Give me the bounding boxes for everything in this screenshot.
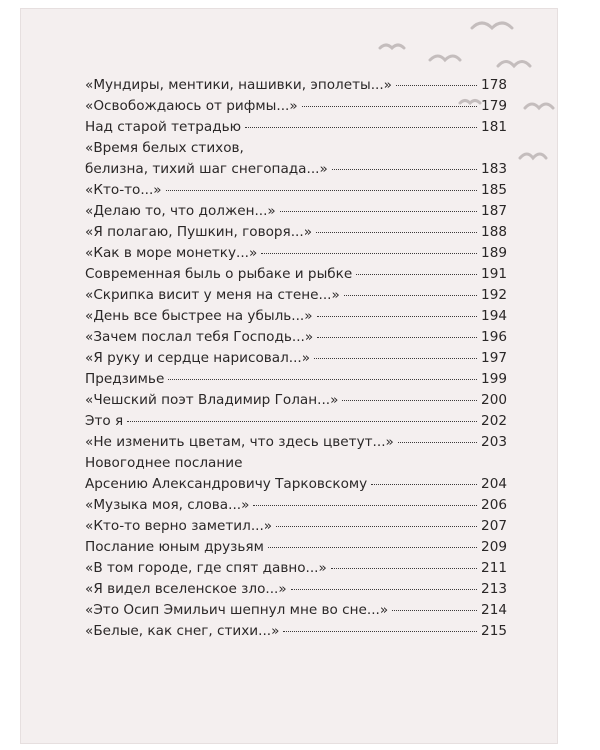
toc-entry [85, 558, 507, 579]
toc-entry [85, 369, 507, 390]
toc-entry-title: Над старой тетрадью [85, 119, 242, 135]
dot-leader [166, 190, 477, 191]
dot-leader [283, 631, 477, 632]
dot-leader [316, 232, 477, 233]
seagull-icon [472, 23, 512, 28]
toc-entry-title: «Скрипка висит у меня на стене...» [85, 287, 340, 303]
toc-entry-title: Послание юным друзьям [85, 539, 264, 555]
toc-entry-title: «Как в море монетку...» [85, 245, 258, 261]
toc-entry [85, 621, 507, 642]
toc-entry-title: «Кто-то...» [85, 182, 162, 198]
dot-leader [168, 379, 477, 380]
toc-entry-title: «Я видел вселенское зло...» [85, 581, 287, 597]
toc-page-number: 197 [481, 350, 507, 366]
toc-entry [85, 453, 507, 474]
toc-entry-title: «Это Осип Эмильич шепнул мне во сне...» [85, 602, 389, 618]
toc-entry [85, 159, 507, 180]
toc-page-number: 196 [481, 329, 507, 345]
toc-page-number: 206 [481, 497, 507, 513]
toc-page-number: 187 [481, 203, 507, 219]
toc-entry [85, 432, 507, 453]
toc-page-number: 178 [481, 77, 507, 93]
toc-page-number: 189 [481, 245, 507, 261]
toc-page-number: 199 [481, 371, 507, 387]
dot-leader [398, 442, 477, 443]
dot-leader [280, 211, 477, 212]
toc-page-number: 209 [481, 539, 507, 555]
toc-entry [85, 516, 507, 537]
dot-leader [276, 526, 477, 527]
dot-leader [356, 274, 477, 275]
toc-entry [85, 201, 507, 222]
toc-page-number: 214 [481, 602, 507, 618]
toc-page-number: 181 [481, 119, 507, 135]
toc-page-number: 183 [481, 161, 507, 177]
toc-entry [85, 180, 507, 201]
toc-entry-title: «Мундиры, ментики, нашивки, эполеты...» [85, 77, 393, 93]
toc-entry [85, 264, 507, 285]
dot-leader [253, 505, 477, 506]
dot-leader [392, 610, 477, 611]
toc-entry-title: «Я полагаю, Пушкин, говоря...» [85, 224, 313, 240]
toc-page-number: 204 [481, 476, 507, 492]
toc-page-number: 215 [481, 623, 507, 639]
dot-leader [371, 484, 477, 485]
toc-page-number: 191 [481, 266, 507, 282]
dot-leader [396, 85, 477, 86]
dot-leader [302, 106, 477, 107]
seagull-icon [520, 154, 546, 158]
book-page [20, 8, 558, 744]
toc-page-number: 200 [481, 392, 507, 408]
toc-entry [85, 348, 507, 369]
toc-page-number: 202 [481, 413, 507, 429]
toc-entry-title: белизна, тихий шаг снегопада...» [85, 161, 328, 177]
dot-leader [331, 568, 477, 569]
toc-entry [85, 222, 507, 243]
toc-page-number: 188 [481, 224, 507, 240]
dot-leader [317, 337, 477, 338]
toc-page-number: 179 [481, 98, 507, 114]
toc-entry [85, 327, 507, 348]
dot-leader [314, 358, 477, 359]
toc-entry [85, 117, 507, 138]
toc-entry-title: Новогоднее послание [85, 455, 243, 471]
toc-entry-title: «В том городе, где спят давно...» [85, 560, 327, 576]
toc-entry-title: Это я [85, 413, 124, 429]
table-of-contents [85, 75, 507, 642]
toc-entry-title: «Я руку и сердце нарисовал...» [85, 350, 311, 366]
toc-entry [85, 537, 507, 558]
toc-page-number: 203 [481, 434, 507, 450]
toc-entry [85, 285, 507, 306]
toc-page-number: 185 [481, 182, 507, 198]
seagull-icon [430, 56, 460, 60]
toc-entry [85, 474, 507, 495]
toc-entry-title: «Зачем послал тебя Господь...» [85, 329, 314, 345]
toc-entry-title: «День все быстрее на убыль...» [85, 308, 313, 324]
toc-entry [85, 243, 507, 264]
toc-entry [85, 96, 507, 117]
toc-entry [85, 138, 507, 159]
toc-entry [85, 579, 507, 600]
dot-leader [317, 316, 477, 317]
dot-leader [332, 169, 477, 170]
toc-entry-title: Современная быль о рыбаке и рыбке [85, 266, 353, 282]
toc-entry-title: «Музыка моя, слова...» [85, 497, 250, 513]
toc-entry-title: «Белые, как снег, стихи...» [85, 623, 280, 639]
seagull-icon [498, 62, 530, 67]
toc-page-number: 213 [481, 581, 507, 597]
toc-entry [85, 306, 507, 327]
toc-page-number: 194 [481, 308, 507, 324]
toc-entry-title: Арсению Александровичу Тарковскому [85, 476, 368, 492]
toc-entry-title: «Чешский поэт Владимир Голан...» [85, 392, 339, 408]
toc-page-number: 207 [481, 518, 507, 534]
toc-entry-title: Предзимье [85, 371, 165, 387]
dot-leader [291, 589, 477, 590]
dot-leader [245, 127, 477, 128]
toc-entry [85, 600, 507, 621]
toc-page-number: 211 [481, 560, 507, 576]
toc-entry [85, 495, 507, 516]
toc-entry [85, 411, 507, 432]
toc-entry-title: «Не изменить цветам, что здесь цветут...» [85, 434, 394, 450]
dot-leader [268, 547, 477, 548]
toc-entry-title: «Кто-то верно заметил...» [85, 518, 273, 534]
toc-entry [85, 390, 507, 411]
seagull-icon [525, 104, 553, 108]
seagull-icon [380, 45, 404, 48]
toc-entry [85, 75, 507, 96]
dot-leader [342, 400, 477, 401]
dot-leader [261, 253, 477, 254]
toc-entry-title: «Время белых стихов, [85, 140, 244, 156]
toc-entry-title: «Освобождаюсь от рифмы...» [85, 98, 298, 114]
dot-leader [344, 295, 477, 296]
toc-entry-title: «Делаю то, что должен...» [85, 203, 276, 219]
toc-page-number: 192 [481, 287, 507, 303]
dot-leader [127, 421, 477, 422]
